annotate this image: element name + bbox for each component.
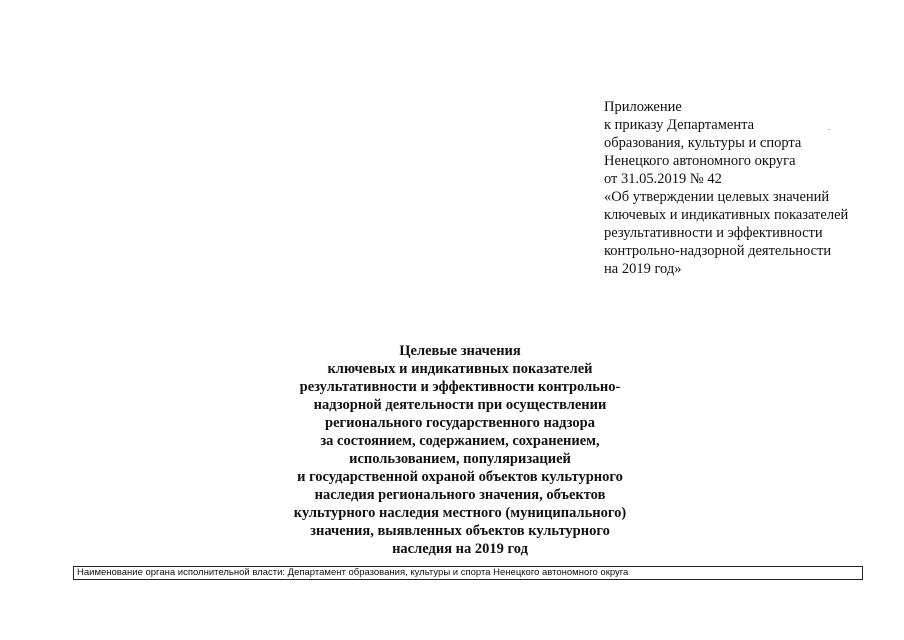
title-line: ключевых и индикативных показателей xyxy=(327,361,593,377)
title-line: за состоянием, содержанием, сохранением, xyxy=(320,433,600,449)
title-line: наследия на 2019 год xyxy=(392,541,528,557)
title-line: надзорной деятельности при осуществлении xyxy=(313,397,607,413)
appendix-line: образования, культуры и спорта xyxy=(604,135,802,151)
title-line: и государственной охраной объектов культурного xyxy=(297,469,623,485)
organization-name-cell: Наименование органа исполнительной власти: Департамент образования, культуры и спорта Ненецкого автономного округа xyxy=(77,567,629,578)
appendix-line: на 2019 год» xyxy=(604,261,682,277)
title-line: регионального государственного надзора xyxy=(325,415,595,431)
appendix-line: контрольно-надзорной деятельности xyxy=(604,243,832,259)
title-line: значения, выявленных объектов культурного xyxy=(310,523,610,539)
appendix-line: результативности и эффективности xyxy=(604,225,823,241)
organization-table-row xyxy=(73,566,863,580)
title-line: наследия регионального значения, объектов xyxy=(314,487,606,503)
document-title xyxy=(250,342,670,558)
appendix-line: ключевых и индикативных показателей xyxy=(604,207,849,223)
appendix-line: Ненецкого автономного округа xyxy=(604,153,796,169)
title-line: результативности и эффективности контрольно- xyxy=(299,379,621,395)
appendix-line: «Об утверждении целевых значений xyxy=(604,189,830,205)
scan-speck xyxy=(828,129,830,130)
appendix-line: Приложение xyxy=(604,99,682,115)
title-line: культурного наследия местного (муниципального) xyxy=(293,505,627,521)
appendix-line: к приказу Департамента xyxy=(604,117,755,133)
title-line: Целевые значения xyxy=(399,343,521,359)
appendix-block xyxy=(604,98,894,278)
title-line: использованием, популяризацией xyxy=(349,451,571,467)
appendix-line: от 31.05.2019 № 42 xyxy=(604,171,722,187)
